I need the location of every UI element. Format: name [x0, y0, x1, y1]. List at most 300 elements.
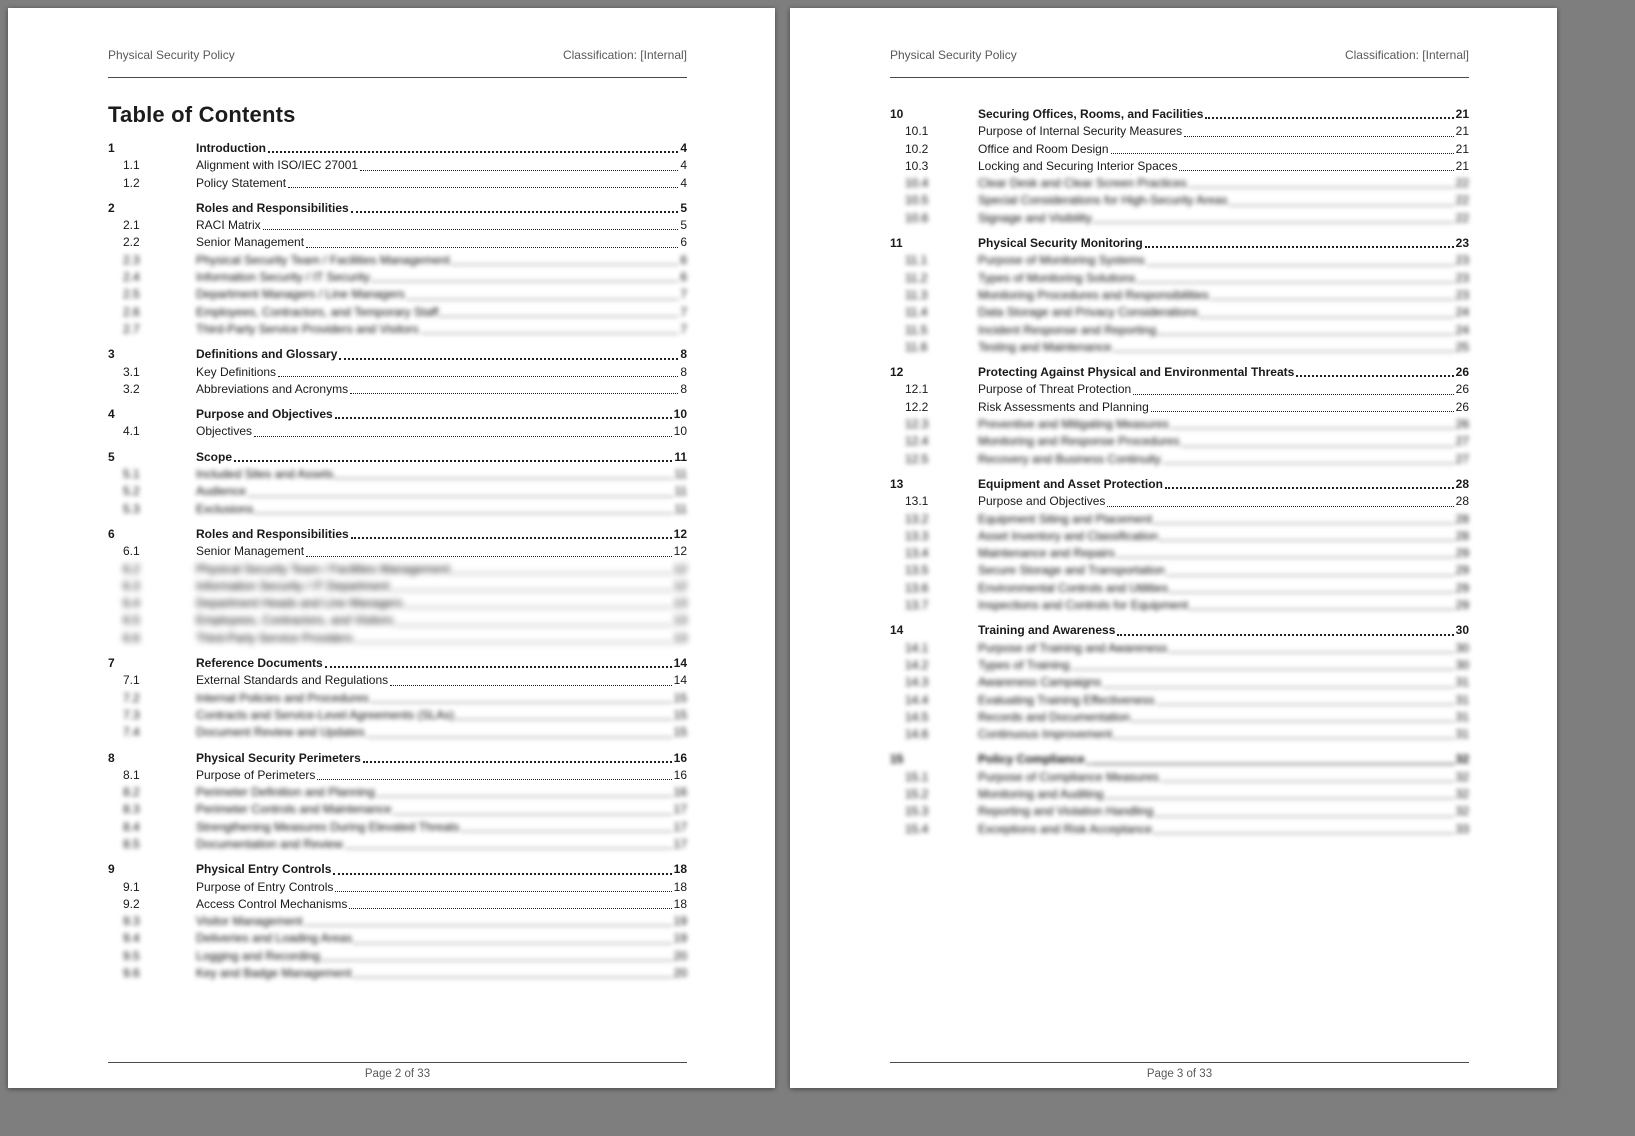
page-number-label: Page 2 of 33 [364, 1068, 431, 1080]
toc-entry [108, 526, 687, 543]
toc-entry-title: Purpose of Entry Controls [196, 879, 334, 894]
toc-entry-title: Purpose of Compliance Measures [978, 769, 1159, 784]
toc-entry-page: 32 [1455, 786, 1469, 801]
toc-entry-number: 6.3 [123, 578, 140, 593]
toc-dot-leader [1296, 375, 1453, 377]
toc-entry-page: 11 [674, 467, 687, 482]
toc-entry [108, 784, 687, 801]
toc-entry [108, 269, 687, 286]
toc-dot-leader [354, 943, 672, 944]
toc-entry-title: Key Definitions [196, 364, 277, 379]
toc-dot-leader [234, 460, 672, 462]
toc-entry-number: 12.5 [905, 451, 929, 466]
toc-dot-leader [1190, 609, 1454, 610]
toc-entry-number: 6.6 [123, 630, 140, 645]
toc-entry-page: 14 [673, 656, 687, 671]
toc-entry-page: 23 [1455, 236, 1469, 251]
toc-entry-number: 6 [108, 526, 115, 541]
toc-entry-title: Training and Awareness [978, 623, 1116, 638]
toc-entry-title: Reference Documents [196, 656, 323, 671]
toc-entry [108, 672, 687, 689]
toc-dot-leader [391, 590, 671, 591]
toc-entry-number: 6.5 [123, 613, 140, 628]
toc-entry-page: 28 [1455, 476, 1469, 491]
toc-entry [890, 821, 1469, 838]
toc-entry-title: Documentation and Review [196, 836, 343, 851]
toc-entry-title: Secure Storage and Transportation [978, 563, 1165, 578]
toc-dot-leader [1200, 317, 1454, 318]
toc-entry-number: 2.1 [123, 218, 140, 233]
toc-entry-page: 15 [673, 690, 687, 705]
toc-entry [890, 175, 1469, 192]
toc-entry-number: 7 [108, 656, 115, 671]
toc-entry-number: 3 [108, 347, 115, 362]
toc-entry-number: 6.2 [123, 561, 140, 576]
toc-entry [108, 819, 687, 836]
toc-entry-page: 8 [680, 364, 687, 379]
toc-dot-leader [345, 848, 672, 849]
toc-entry-page: 13 [673, 613, 687, 628]
toc-entry-number: 11 [890, 236, 903, 251]
toc-entry-title: Senior Management [196, 235, 305, 250]
toc-entry-number: 9.1 [123, 879, 140, 894]
toc-entry-page: 16 [673, 750, 687, 765]
toc-entry [108, 578, 687, 595]
toc-entry-title: Evaluating Training Effectiveness [978, 692, 1155, 707]
toc-entry-title: Testing and Maintenance [978, 339, 1112, 354]
toc-entry-number: 14.4 [905, 692, 929, 707]
toc-entry-number: 1.1 [123, 158, 140, 173]
toc-dot-leader [248, 496, 672, 497]
toc-dot-leader [371, 702, 672, 703]
toc-dot-leader [317, 779, 671, 780]
toc-entry-number: 9.5 [123, 948, 140, 963]
toc-entry-title: Logging and Recording [196, 948, 321, 963]
toc-entry [108, 801, 687, 818]
toc-entry-number: 9.6 [123, 966, 140, 981]
toc-entry-title: Department Heads and Line Managers [196, 596, 403, 611]
toc-entry-title: Records and Documentation [978, 709, 1131, 724]
toc-entry-number: 10.6 [905, 210, 929, 225]
toc-entry-number: 5.3 [123, 501, 140, 516]
toc-dot-leader [1189, 187, 1454, 188]
toc-entry-page: 20 [673, 948, 687, 963]
toc-entry-title: Purpose and Objectives [196, 407, 333, 422]
toc-entry-page: 8 [680, 381, 687, 396]
toc-entry-page: 17 [673, 802, 687, 817]
toc-dot-leader [360, 170, 678, 171]
toc-entry-number: 8.5 [123, 836, 140, 851]
toc-dot-leader [1113, 351, 1453, 352]
toc-dot-leader [1105, 798, 1453, 799]
toc-entry-number: 11.5 [905, 322, 928, 337]
toc-entry [890, 597, 1469, 614]
toc-entry-title: Audience [196, 484, 247, 499]
page-3-footer [890, 1062, 1469, 1080]
toc-dot-leader [1160, 540, 1454, 541]
toc-entry [108, 930, 687, 947]
toc-entry-title: Senior Management [196, 544, 305, 559]
toc-entry [890, 786, 1469, 803]
toc-dot-leader [355, 642, 672, 643]
toc-entry [890, 709, 1469, 726]
toc-entry [108, 140, 687, 157]
toc-dot-leader [1211, 299, 1454, 300]
toc-entry-title: Equipment and Asset Protection [978, 476, 1163, 491]
toc-entry-title: Purpose and Objectives [978, 494, 1106, 509]
toc-entry [108, 423, 687, 440]
toc-entry-title: Purpose of Perimeters [196, 767, 316, 782]
toc-entry-number: 13.4 [905, 546, 929, 561]
toc-entry [108, 346, 687, 363]
toc-entry-title: External Standards and Regulations [196, 673, 389, 688]
toc-entry-number: 10.3 [905, 158, 929, 173]
toc-entry-page: 17 [673, 819, 687, 834]
toc-dot-leader [1071, 669, 1453, 670]
toc-entry-number: 10.4 [905, 176, 929, 191]
toc-entry-page: 19 [673, 914, 687, 929]
toc-entry-number: 9.3 [123, 914, 140, 929]
header-classification-label: Classification: [Internal] [1344, 48, 1469, 62]
toc-dot-leader [1147, 265, 1454, 266]
toc-entry [108, 321, 687, 338]
toc-entry-title: Physical Security Team / Facilities Management [196, 252, 450, 267]
header-classification-label: Classification: [Internal] [562, 48, 687, 62]
toc-dot-leader [1117, 634, 1453, 636]
toc-entry-number: 13.1 [905, 494, 929, 509]
toc-entry [108, 861, 687, 878]
toc-entry [890, 416, 1469, 433]
toc-entry-title: Types of Training [978, 657, 1070, 672]
toc-entry-number: 15.3 [905, 804, 929, 819]
toc-entry-number: 14.1 [905, 640, 929, 655]
toc-entry-title: Definitions and Glossary [196, 347, 338, 362]
toc-entry-title: Types of Monitoring Solutions [978, 270, 1136, 285]
toc-entry-number: 13.5 [905, 563, 929, 578]
toc-entry-number: 13.3 [905, 528, 929, 543]
toc-entry-page: 29 [1455, 563, 1469, 578]
toc-entry [890, 528, 1469, 545]
toc-entry-page: 20 [673, 966, 687, 981]
toc-entry-page: 12 [673, 544, 687, 559]
toc-entry-page: 12 [673, 578, 687, 593]
toc-entry-title: Deliveries and Loading Areas [196, 931, 353, 946]
toc-entry-title: Continuous Improvement [978, 727, 1113, 742]
toc-dot-leader [405, 607, 672, 608]
toc-dot-leader [440, 316, 678, 317]
toc-entry-number: 6.1 [123, 544, 140, 559]
toc-dot-leader [1171, 428, 1454, 429]
toc-entry-number: 14.2 [905, 657, 929, 672]
toc-entry-title: Reporting and Violation Handling [978, 804, 1154, 819]
toc-entry-number: 9.4 [123, 931, 140, 946]
toc-entry-page: 13 [673, 630, 687, 645]
document-page-3 [790, 8, 1557, 1088]
toc-dot-leader [1157, 704, 1454, 705]
toc-dot-leader [263, 229, 679, 230]
toc-dot-leader [306, 556, 672, 557]
toc-entry-page: 31 [1455, 727, 1469, 742]
toc-dot-leader [305, 925, 672, 926]
toc-entry [890, 399, 1469, 416]
toc-entry-page: 31 [1455, 675, 1469, 690]
toc-entry [108, 217, 687, 234]
page-2-footer [108, 1062, 687, 1080]
toc-entry [890, 692, 1469, 709]
toc-dot-leader [390, 685, 672, 686]
toc-entry-page: 23 [1455, 287, 1469, 302]
toc-entry-number: 8.4 [123, 819, 140, 834]
toc-entry [890, 287, 1469, 304]
toc-entry-page: 30 [1455, 623, 1469, 638]
toc-entry-number: 12 [890, 365, 904, 380]
toc-entry [890, 803, 1469, 820]
toc-entry-title: Included Sites and Assets [196, 467, 334, 482]
toc-heading: Table of Contents [108, 102, 296, 127]
toc-entry-page: 26 [1455, 365, 1469, 380]
toc-entry-number: 12.3 [905, 417, 929, 432]
toc-entry-title: Recovery and Business Continuity [978, 451, 1161, 466]
toc-entry-page: 7 [680, 304, 687, 319]
toc-entry-number: 14.3 [905, 675, 929, 690]
toc-dot-leader [254, 436, 672, 437]
toc-list-page-2 [108, 140, 687, 982]
toc-entry-page: 24 [1455, 305, 1469, 320]
toc-entry-title: Equipment Siting and Placement [978, 511, 1153, 526]
toc-entry-title: Access Control Mechanisms [196, 896, 348, 911]
toc-entry-title: Office and Room Design [978, 141, 1109, 156]
toc-entry-page: 4 [680, 158, 687, 173]
toc-entry-title: Incident Response and Reporting [978, 322, 1157, 337]
toc-entry-number: 10.5 [905, 193, 929, 208]
toc-dot-leader [350, 393, 678, 394]
toc-dot-leader [1114, 738, 1454, 739]
toc-entry [890, 545, 1469, 562]
toc-entry-page: 27 [1455, 451, 1469, 466]
toc-entry-page: 5 [680, 218, 687, 233]
toc-entry-number: 9 [108, 862, 115, 877]
toc-entry-number: 13.6 [905, 580, 929, 595]
toc-entry-number: 11.6 [905, 339, 928, 354]
toc-entry [890, 511, 1469, 528]
toc-dot-leader [1179, 170, 1453, 171]
toc-entry [108, 364, 687, 381]
toc-entry-title: Signage and Visibility [978, 210, 1092, 225]
toc-entry-title: Visitor Management [196, 914, 303, 929]
toc-entry [890, 562, 1469, 579]
toc-entry [890, 210, 1469, 227]
toc-entry-title: Risk Assessments and Planning [978, 399, 1149, 414]
toc-entry-page: 22 [1455, 210, 1469, 225]
toc-entry-number: 8.1 [123, 767, 140, 782]
toc-entry [108, 175, 687, 192]
toc-entry [890, 270, 1469, 287]
toc-entry-number: 3.1 [123, 364, 140, 379]
toc-entry-page: 7 [680, 321, 687, 336]
toc-entry-number: 7.1 [123, 673, 140, 688]
toc-entry-page: 5 [680, 200, 687, 215]
toc-entry [890, 141, 1469, 158]
toc-entry-page: 21 [1455, 141, 1469, 156]
toc-entry-title: Preventive and Mitigating Measures [978, 417, 1169, 432]
toc-entry-page: 16 [673, 785, 687, 800]
toc-entry-title: Exclusions [196, 501, 254, 516]
toc-dot-leader [349, 908, 671, 909]
toc-entry-title: Protecting Against Physical and Environmental Threats [978, 365, 1295, 380]
toc-dot-leader [255, 513, 672, 514]
toc-dot-leader [1145, 246, 1454, 248]
toc-entry [890, 751, 1469, 768]
toc-entry-title: Special Considerations for High-Security Areas [978, 193, 1228, 208]
toc-dot-leader [1158, 334, 1454, 335]
toc-entry-page: 21 [1455, 124, 1469, 139]
toc-dot-leader [288, 187, 678, 188]
toc-entry [108, 157, 687, 174]
toc-entry-page: 15 [673, 707, 687, 722]
toc-entry-page: 18 [673, 862, 687, 877]
toc-entry-number: 11.3 [905, 287, 928, 302]
toc-entry-number: 11.1 [905, 253, 928, 268]
toc-entry-page: 11 [674, 449, 687, 464]
toc-entry [890, 580, 1469, 597]
toc-entry [890, 640, 1469, 657]
toc-entry-page: 33 [1455, 821, 1469, 836]
toc-entry-title: Policy Statement [196, 175, 287, 190]
toc-entry-number: 1.2 [123, 175, 140, 190]
toc-entry-page: 23 [1455, 270, 1469, 285]
toc-list-page-3 [890, 106, 1469, 838]
toc-entry [108, 483, 687, 500]
toc-entry-title: Monitoring and Auditing [978, 786, 1104, 801]
toc-entry [108, 655, 687, 672]
toc-dot-leader [1103, 687, 1453, 688]
toc-entry [108, 561, 687, 578]
toc-entry-page: 10 [673, 424, 687, 439]
toc-entry-title: Third-Party Service Providers and Visitors [196, 321, 419, 336]
toc-dot-leader [407, 299, 679, 300]
toc-dot-leader [322, 960, 672, 961]
toc-dot-leader [363, 761, 672, 763]
toc-dot-leader [395, 625, 671, 626]
toc-entry-page: 17 [673, 836, 687, 851]
toc-entry-title: Purpose of Training and Awareness [978, 640, 1168, 655]
toc-entry [890, 433, 1469, 450]
toc-entry-title: Employees, Contractors, and Visitors [196, 613, 394, 628]
toc-entry [108, 630, 687, 647]
toc-entry [108, 896, 687, 913]
toc-entry-page: 27 [1455, 434, 1469, 449]
toc-dot-leader [1154, 833, 1454, 834]
toc-dot-leader [1169, 652, 1453, 653]
toc-dot-leader [1137, 282, 1453, 283]
toc-entry-page: 26 [1455, 417, 1469, 432]
toc-entry-page: 14 [673, 673, 687, 688]
toc-entry-number: 9.2 [123, 896, 140, 911]
toc-entry-title: Asset Inventory and Classification [978, 528, 1159, 543]
toc-entry-title: Securing Offices, Rooms, and Facilities [978, 107, 1204, 121]
toc-entry [890, 192, 1469, 209]
toc-dot-leader [1117, 557, 1454, 558]
toc-entry-page: 31 [1455, 692, 1469, 707]
toc-dot-leader [1205, 117, 1453, 119]
toc-entry [890, 304, 1469, 321]
toc-entry-page: 11 [674, 484, 687, 499]
toc-dot-leader [1161, 781, 1454, 782]
toc-entry-title: Maintenance and Repairs [978, 546, 1115, 561]
toc-entry [108, 690, 687, 707]
toc-entry-page: 18 [673, 896, 687, 911]
toc-entry-page: 28 [1455, 494, 1469, 509]
page-3-content [890, 8, 1469, 1088]
toc-entry-page: 21 [1455, 158, 1469, 173]
toc-dot-leader [456, 719, 672, 720]
toc-entry-number: 12.2 [905, 399, 929, 414]
toc-entry [890, 339, 1469, 356]
toc-entry-page: 19 [673, 931, 687, 946]
toc-entry-number: 13.2 [905, 511, 929, 526]
toc-dot-leader [1155, 816, 1453, 817]
toc-entry-number: 2.7 [123, 321, 140, 336]
toc-entry-title: Exceptions and Risk Acceptance [978, 821, 1153, 836]
toc-dot-leader [372, 281, 678, 282]
toc-entry-page: 32 [1455, 804, 1469, 819]
toc-entry-title: Key and Badge Management [196, 966, 352, 981]
toc-dot-leader [335, 891, 671, 892]
toc-entry-title: Physical Security Perimeters [196, 750, 361, 765]
toc-dot-leader [268, 151, 678, 153]
toc-entry [108, 913, 687, 930]
toc-entry-number: 14 [890, 623, 904, 638]
toc-entry-number: 15.2 [905, 786, 929, 801]
toc-entry-title: Locking and Securing Interior Spaces [978, 158, 1178, 173]
toc-entry [108, 406, 687, 423]
toc-entry-page: 10 [673, 407, 687, 422]
toc-entry-number: 11.4 [905, 305, 928, 320]
toc-dot-leader [461, 831, 671, 832]
header-doc-title: Physical Security Policy [890, 48, 1017, 62]
toc-entry-title: Scope [196, 449, 233, 464]
toc-entry [108, 304, 687, 321]
toc-entry-number: 8 [108, 750, 115, 765]
toc-dot-leader [393, 814, 671, 815]
toc-entry-number: 2.4 [123, 270, 140, 285]
toc-dot-leader [335, 417, 672, 419]
toc-entry-number: 14.5 [905, 709, 929, 724]
toc-entry [108, 836, 687, 853]
toc-entry [108, 879, 687, 896]
toc-entry-title: Roles and Responsibilities [196, 200, 349, 215]
toc-dot-leader [333, 873, 671, 875]
toc-entry [890, 657, 1469, 674]
toc-entry-page: 30 [1455, 640, 1469, 655]
toc-entry-number: 6.4 [123, 596, 140, 611]
toc-entry [108, 612, 687, 629]
toc-entry [890, 158, 1469, 175]
toc-entry-page: 11 [674, 501, 687, 516]
toc-entry [890, 493, 1469, 510]
toc-entry-number: 15 [890, 752, 904, 767]
toc-entry-number: 12.4 [905, 434, 929, 449]
toc-entry [108, 724, 687, 741]
toc-entry [108, 750, 687, 767]
toc-entry-number: 4 [108, 407, 115, 422]
toc-entry-number: 10.1 [905, 124, 929, 139]
toc-dot-leader [339, 358, 678, 360]
toc-entry-title: Alignment with ISO/IEC 27001 [196, 158, 359, 173]
toc-entry-page: 29 [1455, 580, 1469, 595]
toc-entry-number: 7.2 [123, 690, 140, 705]
toc-entry-number: 12.1 [905, 382, 929, 397]
